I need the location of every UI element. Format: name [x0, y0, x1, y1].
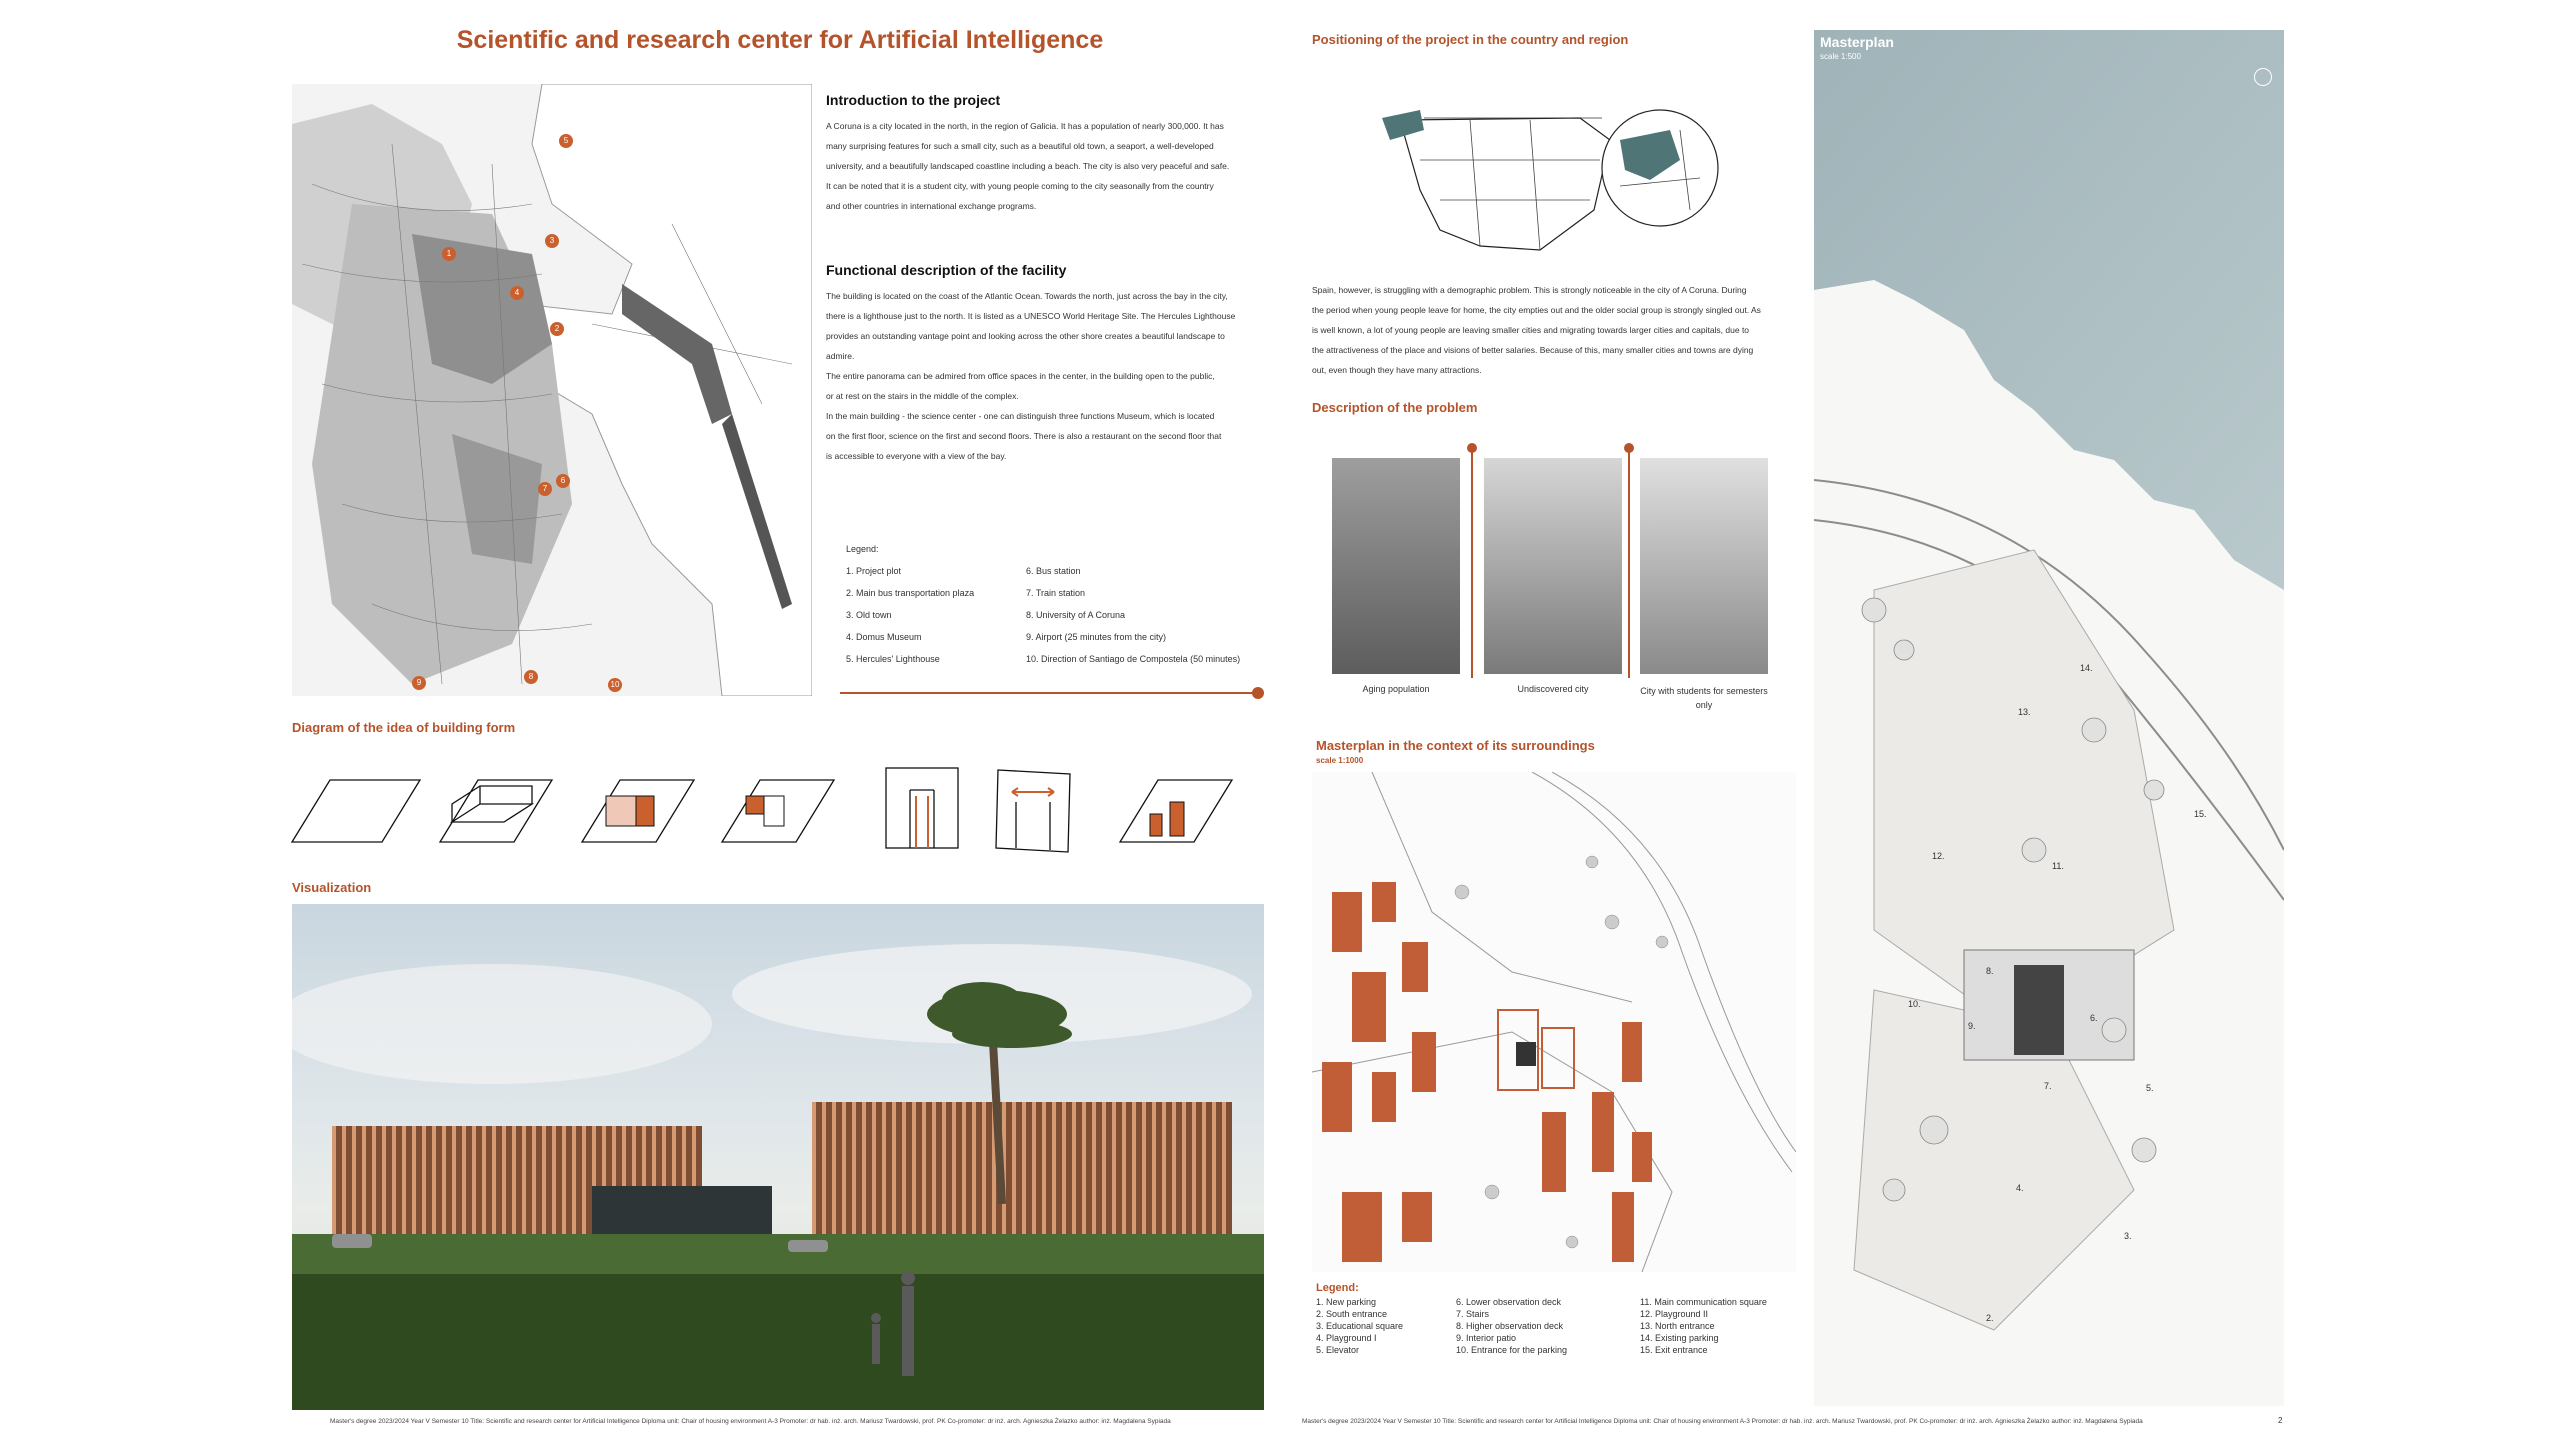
map-marker: 8 — [524, 670, 538, 684]
legend-item: 14. Existing parking — [1640, 1333, 1719, 1343]
photo-divider — [1628, 448, 1630, 678]
photo-aging-population — [1332, 458, 1460, 674]
text-line: The building is located on the coast of the Atlantic Ocean. Towards the north, just across the bay in the city, — [826, 291, 1228, 301]
masterplan-label: 5. — [2146, 1083, 2154, 1093]
legend-label: Legend: — [846, 544, 879, 554]
text-line: out, even though they have many attractions. — [1312, 365, 1482, 375]
city-map-drawing — [292, 84, 812, 696]
map-legend — [846, 538, 1266, 670]
masterplan-label: 9. — [1968, 1021, 1976, 1031]
page-number: 2 — [2278, 1416, 2283, 1425]
legend-item: 3. Educational square — [1316, 1321, 1404, 1331]
demographic-text — [1312, 280, 1792, 380]
diagram-heading: Diagram of the idea of building form — [292, 720, 516, 735]
masterplan-label: 15. — [2194, 809, 2207, 819]
legend-divider — [840, 692, 1260, 694]
map-marker: 9 — [412, 676, 426, 690]
map-marker: 7 — [538, 482, 552, 496]
legend-item: 4. Domus Museum — [846, 632, 922, 642]
masterplan-label: 14. — [2080, 663, 2093, 673]
problem-heading: Description of the problem — [1312, 400, 1478, 415]
context-legend — [1316, 1296, 1796, 1356]
legend-item: 5. Hercules' Lighthouse — [846, 654, 940, 664]
main-title: Scientific and research center for Artificial Intelligence — [456, 26, 1104, 54]
map-marker: 10 — [608, 678, 622, 692]
masterplan-label: 11. — [2052, 861, 2064, 871]
legend-item: 11. Main communication square — [1640, 1297, 1767, 1307]
context-masterplan — [1312, 772, 1796, 1272]
legend-item: 7. Train station — [1026, 588, 1086, 598]
text-line: the attractiveness of the place and visions of better salaries. Because of this, many smaller cities and towns are dying — [1312, 345, 1754, 355]
text-line: It can be noted that it is a student city, with young people coming to the city seasonally from the country — [826, 181, 1214, 191]
intro-heading: Introduction to the project — [826, 92, 1001, 108]
text-line: is well known, a lot of young people are leaving smaller cities and migrating towards larger cities and capitals, due to — [1312, 325, 1750, 335]
text-line: or at rest on the stairs in the middle of the complex. — [826, 391, 1019, 401]
text-line: the period when young people leave for home, the city empties out and the older social group is strongly singled out. As — [1312, 305, 1761, 315]
legend-item: 15. Exit entrance — [1640, 1345, 1708, 1355]
photo-caption: Aging population — [1362, 684, 1430, 694]
map-marker: 6 — [556, 474, 570, 488]
masterplan-label: 12. — [1932, 851, 1945, 861]
photo-caption: Undiscovered city — [1517, 684, 1589, 694]
text-line: A Coruna is a city located in the north, in the region of Galicia. It has a population of nearly 300,000. It has — [826, 121, 1224, 131]
masterplan-label: 6. — [2090, 1013, 2098, 1023]
functional-heading: Functional description of the facility — [826, 262, 1067, 278]
masterplan-title: Masterplan — [1820, 34, 1894, 50]
positioning-heading: Positioning of the project in the country and region — [1312, 32, 1629, 47]
functional-text — [826, 286, 1266, 466]
legend-item: 9. Interior patio — [1456, 1333, 1517, 1343]
location-map — [1380, 100, 1720, 270]
left-footer: Master's degree 2023/2024 Year V Semester 10 Title: Scientific and research center for Artificial Intelligence Diploma unit: Chair of housing environment A-3 Promoter: dr hab. inż. arch. Mariusz Twardowski, prof. PK Co-promoter: dr inż. arch. Agnieszka Żelazko author: inż. Magdalena Sypiada — [330, 1418, 1171, 1425]
legend-item: 13. North entrance — [1640, 1321, 1715, 1331]
context-drawing — [1312, 772, 1796, 1272]
north-arrow-icon — [2254, 68, 2272, 86]
city-map — [292, 84, 812, 696]
masterplan-label: 13. — [2018, 707, 2031, 717]
masterplan-label: 2. — [1986, 1313, 1994, 1323]
context-heading: Masterplan in the context of its surroundings — [1316, 738, 1595, 753]
masterplan-scale: scale 1:500 — [1820, 52, 1861, 61]
legend-item: 2. Main bus transportation plaza — [846, 588, 975, 598]
masterplan-drawing — [1814, 30, 2284, 1406]
map-marker: 5 — [559, 134, 573, 148]
text-line: many surprising features for such a small city, such as a beautiful old town, a seaport, a well-developed — [826, 141, 1214, 151]
text-line: admire. — [826, 351, 855, 361]
map-marker: 3 — [545, 234, 559, 248]
legend-item: 7. Stairs — [1456, 1309, 1490, 1319]
legend-item: 3. Old town — [846, 610, 892, 620]
photo-divider — [1471, 448, 1473, 678]
text-line: provides an outstanding vantage point and looking across the other shore creates a beautiful landscape to — [826, 331, 1225, 341]
map-marker: 1 — [442, 247, 456, 261]
legend-item: 6. Bus station — [1026, 566, 1081, 576]
text-line: and other countries in international exchange programs. — [826, 201, 1037, 211]
photo-undiscovered-city — [1484, 458, 1622, 674]
text-line: In the main building - the science center - one can distinguish three functions Museum, which is located — [826, 411, 1215, 421]
right-footer: Master's degree 2023/2024 Year V Semester 10 Title: Scientific and research center for Artificial Intelligence Diploma unit: Chair of housing environment A-3 Promoter: dr hab. inż. arch. Mariusz Twardowski, prof. PK Co-promoter: dr inż. arch. Agnieszka Żelazko author: inż. Magdalena Sypiada — [1302, 1418, 2143, 1425]
masterplan — [1814, 30, 2284, 1406]
legend-item: 8. University of A Coruna — [1026, 610, 1126, 620]
map-marker: 2 — [550, 322, 564, 336]
photo-caption: City with students for semesters only — [1640, 686, 1768, 710]
legend-item: 2. South entrance — [1316, 1309, 1388, 1319]
legend-item: 10. Direction of Santiago de Compostela (50 minutes) — [1026, 654, 1241, 664]
legend-item: 4. Playground I — [1316, 1333, 1377, 1343]
intro-text — [826, 116, 1266, 216]
photo-divider-dot — [1467, 443, 1477, 453]
masterplan-label: 4. — [2016, 1183, 2024, 1193]
text-line: is accessible to everyone with a view of the bay. — [826, 451, 1007, 461]
photo-divider-dot — [1624, 443, 1634, 453]
photo-student-city — [1640, 458, 1768, 674]
legend-item: 8. Higher observation deck — [1456, 1321, 1564, 1331]
visualization-render — [292, 904, 1264, 1410]
legend-item: 1. New parking — [1316, 1297, 1377, 1307]
text-line: The entire panorama can be admired from office spaces in the center, in the building open to the public, — [826, 371, 1215, 381]
form-diagram — [290, 762, 1270, 862]
context-legend-label: Legend: — [1316, 1282, 1359, 1294]
legend-item: 1. Project plot — [846, 566, 902, 576]
masterplan-label: 10. — [1908, 999, 1921, 1009]
legend-item: 6. Lower observation deck — [1456, 1297, 1562, 1307]
masterplan-label: 3. — [2124, 1231, 2132, 1241]
text-line: Spain, however, is struggling with a demographic problem. This is strongly noticeable in the city of A Coruna. During — [1312, 285, 1747, 295]
text-line: university, and a beautifully landscaped coastline including a beach. The city is also very peaceful and safe. — [826, 161, 1230, 171]
visualization-heading: Visualization — [292, 880, 372, 895]
context-scale: scale 1:1000 — [1316, 756, 1364, 765]
legend-item: 5. Elevator — [1316, 1345, 1360, 1355]
render-drawing — [292, 904, 1264, 1410]
legend-divider-dot — [1252, 687, 1264, 699]
legend-item: 10. Entrance for the parking — [1456, 1345, 1568, 1355]
text-line: on the first floor, science on the first and second floors. There is also a restaurant on the second floor that — [826, 431, 1222, 441]
legend-item: 9. Airport (25 minutes from the city) — [1026, 632, 1167, 642]
text-line: there is a lighthouse just to the north. It is listed as a UNESCO World Heritage Site. The Hercules Lighthouse — [826, 311, 1236, 321]
masterplan-label: 7. — [2044, 1081, 2052, 1091]
masterplan-label: 8. — [1986, 966, 1994, 976]
map-marker: 4 — [510, 286, 524, 300]
legend-item: 12. Playground II — [1640, 1309, 1709, 1319]
